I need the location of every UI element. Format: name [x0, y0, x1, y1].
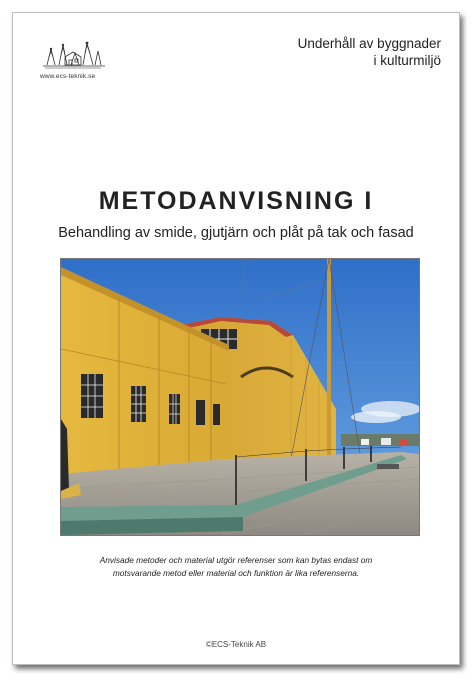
- reference-note: [43, 554, 429, 580]
- reference-note-line-2: motsvarande metod eller material och funktion är lika referenserna.: [112, 568, 360, 578]
- document-cover-page: [12, 12, 460, 665]
- cover-photo: [60, 258, 420, 536]
- document-title: METODANVISNING I: [98, 187, 374, 215]
- house-trees-logo-icon: [41, 35, 107, 95]
- header-line-2: i kulturmiljö: [373, 53, 441, 68]
- header-line-1: Underhåll av byggnader: [297, 36, 441, 51]
- copyright-footer: ©ECS-Teknik AB: [205, 640, 267, 649]
- header-title: [298, 35, 441, 69]
- reference-note-line-1: Anvisade metoder och material utgör referenser som kan bytas endast om: [99, 555, 373, 565]
- document-subtitle: Behandling av smide, gjutjärn och plåt på tak och fasad: [58, 225, 414, 241]
- logo-url: www.ecs-teknik.se: [40, 73, 96, 80]
